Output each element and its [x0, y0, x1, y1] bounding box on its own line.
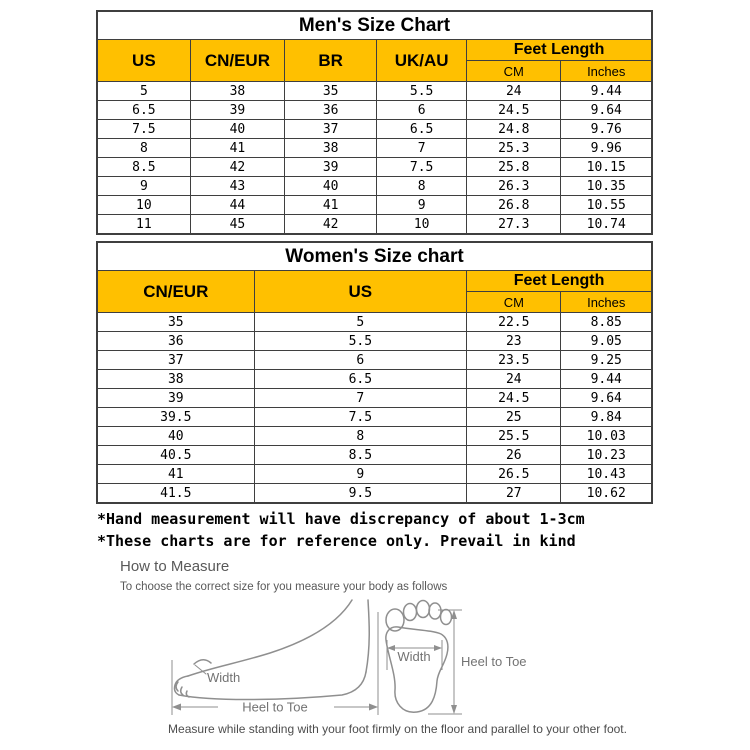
- table-cell: 38: [285, 139, 377, 158]
- table-cell: 10.43: [561, 465, 652, 484]
- table-cell: 24.5: [467, 101, 561, 120]
- table-row: [97, 465, 652, 484]
- table-cell: 24: [467, 370, 561, 389]
- table-cell: 43: [190, 177, 284, 196]
- womens-table-body: [97, 313, 652, 504]
- sub-column-header-cm: CM: [467, 292, 561, 313]
- table-cell: 36: [97, 332, 254, 351]
- sub-column-header-cm: CM: [467, 61, 561, 82]
- table-cell: 10.62: [561, 484, 652, 504]
- footnotes: [97, 508, 585, 552]
- table-cell: 38: [97, 370, 254, 389]
- arrow-left-icon: [172, 704, 181, 711]
- table-cell: 38: [190, 82, 284, 101]
- table-cell: 10.23: [561, 446, 652, 465]
- table-cell: 36: [285, 101, 377, 120]
- table-cell: 5.5: [377, 82, 467, 101]
- table-cell: 7.5: [254, 408, 467, 427]
- table-row: [97, 139, 652, 158]
- width-label: Width: [207, 670, 241, 685]
- measure-diagram: [120, 596, 665, 725]
- table-cell: 8: [377, 177, 467, 196]
- table-cell: 27.3: [467, 215, 561, 235]
- table-cell: 9.64: [561, 101, 652, 120]
- table-row: [97, 351, 652, 370]
- arrow-right-icon: [369, 704, 378, 711]
- table-cell: 25.5: [467, 427, 561, 446]
- table-cell: 41: [285, 196, 377, 215]
- table-cell: 26.8: [467, 196, 561, 215]
- table-cell: 6.5: [254, 370, 467, 389]
- mens-table-title: Men's Size Chart: [97, 11, 652, 40]
- how-to-measure-subheading: To choose the correct size for you measure your body as follows: [120, 581, 448, 593]
- table-cell: 42: [190, 158, 284, 177]
- table-cell: 40: [190, 120, 284, 139]
- table-cell: 42: [285, 215, 377, 235]
- table-cell: 26: [467, 446, 561, 465]
- feet-length-header: Feet Length: [467, 40, 652, 61]
- table-cell: 41.5: [97, 484, 254, 504]
- table-cell: 26.5: [467, 465, 561, 484]
- womens-size-table: [96, 241, 653, 504]
- column-header-cneur: CN/EUR: [97, 271, 254, 313]
- foot-measure-illustration: [120, 596, 665, 720]
- table-row: [97, 82, 652, 101]
- mens-size-table: [96, 10, 653, 235]
- arrow-right-icon: [434, 645, 442, 651]
- column-header-us: US: [97, 40, 190, 82]
- table-cell: 9.76: [561, 120, 652, 139]
- table-row: [97, 158, 652, 177]
- table-cell: 9: [377, 196, 467, 215]
- table-cell: 9.44: [561, 370, 652, 389]
- table-cell: 5.5: [254, 332, 467, 351]
- column-header-us: US: [254, 271, 467, 313]
- table-cell: 9.5: [254, 484, 467, 504]
- table-cell: 10.15: [561, 158, 652, 177]
- footnote-line-1: *Hand measurement will have discrepancy of about 1-3cm: [97, 510, 585, 528]
- table-cell: 5: [97, 82, 190, 101]
- table-row: [97, 215, 652, 235]
- table-cell: 6.5: [97, 101, 190, 120]
- footnote-line-2: *These charts are for reference only. Prevail in kind: [97, 532, 576, 550]
- table-row: [97, 427, 652, 446]
- table-cell: 9: [97, 177, 190, 196]
- table-cell: 9: [254, 465, 467, 484]
- table-row: [97, 408, 652, 427]
- sub-column-header-inches: Inches: [561, 61, 652, 82]
- mens-table-body: [97, 82, 652, 235]
- table-cell: 8.85: [561, 313, 652, 332]
- table-cell: 26.3: [467, 177, 561, 196]
- table-cell: 6: [377, 101, 467, 120]
- table-row: [97, 177, 652, 196]
- feet-length-header: Feet Length: [467, 271, 652, 292]
- table-cell: 8.5: [254, 446, 467, 465]
- how-to-measure-heading: How to Measure: [120, 558, 230, 575]
- table-row: [97, 484, 652, 504]
- table-row: [97, 120, 652, 139]
- table-cell: 40.5: [97, 446, 254, 465]
- heel-to-toe-label: Heel to Toe: [242, 699, 308, 715]
- table-cell: 37: [285, 120, 377, 139]
- table-cell: 40: [285, 177, 377, 196]
- table-cell: 24.8: [467, 120, 561, 139]
- table-cell: 37: [97, 351, 254, 370]
- table-cell: 7.5: [377, 158, 467, 177]
- heel-to-toe-label: Heel to Toe: [461, 654, 527, 669]
- table-cell: 6: [254, 351, 467, 370]
- how-to-measure-section: [120, 558, 447, 593]
- sub-column-header-inches: Inches: [561, 292, 652, 313]
- table-row: [97, 313, 652, 332]
- side-foot-illustration: [175, 600, 370, 700]
- table-cell: 6.5: [377, 120, 467, 139]
- table-cell: 9.25: [561, 351, 652, 370]
- table-cell: 44: [190, 196, 284, 215]
- table-cell: 9.44: [561, 82, 652, 101]
- table-cell: 7: [254, 389, 467, 408]
- table-cell: 10.74: [561, 215, 652, 235]
- table-cell: 9.64: [561, 389, 652, 408]
- table-cell: 25.3: [467, 139, 561, 158]
- table-cell: 10: [377, 215, 467, 235]
- table-cell: 5: [254, 313, 467, 332]
- womens-table-title: Women's Size chart: [97, 242, 652, 271]
- table-cell: 40: [97, 427, 254, 446]
- table-cell: 10.55: [561, 196, 652, 215]
- measure-caption: Measure while standing with your foot firmly on the floor and parallel to your other foot.: [168, 722, 627, 736]
- table-cell: 41: [97, 465, 254, 484]
- table-cell: 24: [467, 82, 561, 101]
- table-cell: 7: [377, 139, 467, 158]
- table-cell: 39.5: [97, 408, 254, 427]
- table-row: [97, 196, 652, 215]
- table-cell: 8.5: [97, 158, 190, 177]
- table-cell: 23: [467, 332, 561, 351]
- arrow-down-icon: [451, 705, 457, 714]
- table-cell: 9.96: [561, 139, 652, 158]
- table-row: [97, 101, 652, 120]
- table-cell: 35: [97, 313, 254, 332]
- column-header-cneur: CN/EUR: [190, 40, 284, 82]
- table-cell: 10: [97, 196, 190, 215]
- column-header-ukau: UK/AU: [377, 40, 467, 82]
- table-row: [97, 332, 652, 351]
- size-tables: [96, 10, 653, 504]
- table-row: [97, 389, 652, 408]
- table-cell: 25: [467, 408, 561, 427]
- table-cell: 8: [97, 139, 190, 158]
- table-cell: 9.05: [561, 332, 652, 351]
- table-cell: 39: [285, 158, 377, 177]
- table-cell: 41: [190, 139, 284, 158]
- table-cell: 8: [254, 427, 467, 446]
- table-cell: 10.03: [561, 427, 652, 446]
- table-cell: 39: [97, 389, 254, 408]
- table-cell: 24.5: [467, 389, 561, 408]
- column-header-br: BR: [285, 40, 377, 82]
- table-cell: 45: [190, 215, 284, 235]
- table-cell: 10.35: [561, 177, 652, 196]
- table-cell: 39: [190, 101, 284, 120]
- width-label: Width: [397, 649, 431, 664]
- table-cell: 25.8: [467, 158, 561, 177]
- table-cell: 23.5: [467, 351, 561, 370]
- table-cell: 27: [467, 484, 561, 504]
- table-cell: 35: [285, 82, 377, 101]
- table-cell: 7.5: [97, 120, 190, 139]
- table-cell: 9.84: [561, 408, 652, 427]
- table-cell: 11: [97, 215, 190, 235]
- table-cell: 22.5: [467, 313, 561, 332]
- table-row: [97, 370, 652, 389]
- table-row: [97, 446, 652, 465]
